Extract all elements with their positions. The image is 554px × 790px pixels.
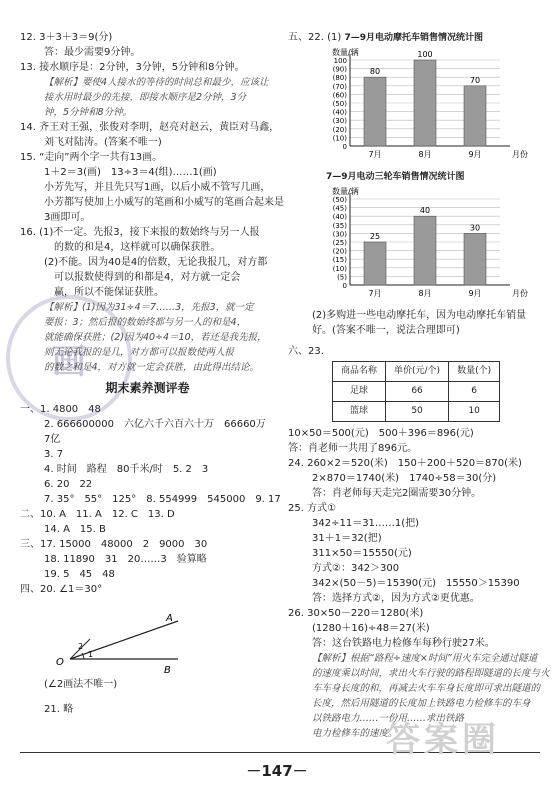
chart-tick-label: (30)	[332, 230, 347, 239]
answer-line: 19. 5 45 48	[44, 569, 115, 580]
angle-label-o: O	[56, 657, 64, 668]
chart-tick-label: (20)	[332, 247, 347, 256]
answer-line: 钟，5分钟和8分钟。	[44, 107, 133, 118]
answer-line: 2. 666600000 六亿六千六百六十万 66660万	[44, 419, 266, 430]
answer-line: 【解析】要使4人接水的等待的时间总和最少，应该让	[44, 77, 269, 88]
q22-label: 五、22. (1)	[288, 32, 342, 43]
answer-line: 二、10. A 11. A 12. C 13. D	[20, 509, 175, 520]
answer-line: 6. 20 22	[44, 479, 93, 490]
answer-line: 4. 时间 路程 80千米/时 5. 2 3	[44, 464, 209, 475]
q22-head	[288, 30, 538, 46]
answer-line: 就能确保获胜；(2)因为40÷4＝10，若还是我先报，	[44, 332, 267, 343]
answer-line: 答：肖老师每天走完2圈需要30分钟。	[312, 488, 482, 499]
answer-line: 电力检修车的速度。	[312, 728, 398, 739]
answer-line: 15. “走向”两个字一共有13画。	[20, 152, 163, 163]
chart-tick-label: (20)	[332, 125, 347, 134]
chart-category-label: 8月	[418, 150, 432, 159]
answer-line: 16. (1)不一定。先报3，接下来报的数始终与另一人报	[20, 227, 260, 238]
answer-line: 311×50＝15550(元)	[312, 548, 412, 559]
chart-tick-label: (15)	[332, 256, 347, 265]
chart-value-label: 25	[369, 232, 381, 241]
table-cell: 篮球	[333, 402, 386, 422]
chart-category-label: 9月	[468, 289, 482, 298]
chart-tick-label: (60)	[332, 91, 347, 100]
answer-line: 3画即可。	[44, 212, 91, 223]
angle-note: (∠2画法不唯一)	[44, 679, 118, 690]
answer-line: 25. 方式①	[288, 503, 337, 514]
table-cell: 10	[449, 402, 500, 422]
answer-line: 刘飞对陆涛。(答案不唯一)	[44, 137, 162, 148]
answer-line: 小芳先写，并且先只写1画，以后小威不管写几画，	[44, 182, 271, 193]
answer-line: 3. 7	[44, 449, 64, 460]
table-cell: 66	[386, 382, 449, 402]
answer-line: 方式②：342＞300	[312, 563, 400, 574]
answer-line: 答：肖老师一共用了896元。	[288, 443, 418, 454]
answer-line: 【解析】(1)因为31÷4＝7……3，先报3，就一定	[44, 302, 254, 313]
chart1-title: 7—9月电动摩托车销售情况统计图	[344, 33, 483, 43]
answer-line: 答：选择方式②，因为方式②更优惠。	[312, 593, 480, 604]
chart-ylabel: 数量/辆	[332, 48, 359, 57]
chart-tick-label: (40)	[332, 213, 347, 222]
answer-line: 一、1. 4800 48	[20, 404, 101, 415]
angle-label-b: B	[164, 665, 171, 676]
chart-tick-label: (10)	[332, 134, 347, 143]
table-header: 数量(个)	[449, 362, 500, 382]
table-cell: 50	[386, 402, 449, 422]
chart-bar	[464, 86, 486, 146]
chart-tick-label: (40)	[332, 108, 347, 117]
site-watermark: 答案圈	[386, 720, 500, 760]
answer-line: 342÷11＝31……1(把)	[312, 518, 420, 529]
angle-diagram	[50, 597, 190, 677]
table-header: 单价(元/个)	[386, 362, 449, 382]
answer-line: 7亿	[44, 434, 61, 445]
answer-line: 答：这台铁路电力检修车每秒行驶27米。	[312, 638, 495, 649]
chart-tick-label: (30)	[332, 117, 347, 126]
chart-category-label: 9月	[468, 150, 482, 159]
chart-tick-label: 0	[342, 282, 347, 290]
table-cell: 6	[449, 382, 500, 402]
table-header-row	[333, 362, 500, 382]
q23-head: 六、23.	[288, 346, 324, 357]
answer-line: 24. 260×2＝520(米) 150＋200＋520＝870(米)	[288, 458, 522, 469]
chart-tick-label: (70)	[332, 82, 347, 91]
chart-bar	[464, 233, 486, 285]
chart-category-label: 7月	[368, 289, 382, 298]
answer-line: 接水用时最少的先接，即接水顺序是2分钟，3分	[44, 92, 247, 103]
answer-line: 的速度乘以时间，求出火车行驶的路程即隧道的长度与火	[312, 668, 550, 679]
chart2-svg	[288, 185, 538, 303]
chart-value-label: 40	[419, 206, 431, 216]
answer-line: 车车身长度的和，再减去火车车身长度即可求出隧道的	[312, 683, 541, 694]
answer-line: 26. 30×50－220＝1280(米)	[288, 608, 424, 619]
chart-category-label: 7月	[368, 150, 382, 159]
exam-answer-lines	[20, 402, 281, 597]
chart-ylabel: 数量/辆	[332, 187, 359, 196]
answer-line: 13. 接水顺序是：2分钟，3分钟，5分钟和8分钟。	[20, 62, 245, 73]
chart-bar	[414, 60, 436, 146]
chart-bar	[364, 242, 386, 285]
answer-line: 的数之和是4，对方就一定会获胜，由此得出结论。	[44, 362, 260, 373]
answer-line: 14. 齐王对王强，张俊对李明，赵亮对赵云，黄臣对马鑫，	[20, 122, 280, 133]
page-number: －147－	[246, 762, 308, 780]
answer-line: 要报：3；然后报的数始终都与另一人的和是4，	[44, 317, 247, 328]
right-answer-lines	[288, 426, 550, 741]
chart-tick-label: 100	[333, 57, 347, 65]
chart-xlabel: 月份	[512, 289, 528, 298]
chart-value-label: 70	[469, 75, 481, 85]
answer-line: (1280＋16)÷48＝27(米)	[312, 623, 430, 634]
answer-line: 7. 35° 55° 125° 8. 554999 545000 9. 17	[44, 494, 281, 505]
goods-table	[332, 361, 500, 422]
chart-tick-label: (25)	[332, 239, 347, 247]
answer-line: 10×50＝500(元) 500＋396＝896(元)	[288, 428, 474, 439]
chart-category-label: 8月	[418, 289, 432, 298]
answer-line: 三、17. 15000 48000 2 9000 30	[20, 539, 208, 550]
answer-line: 则无论我报的是几，对方都可以报数使两人报	[44, 347, 235, 358]
q22-2-line2: 好。(答案不唯一，说法合理即可)	[312, 325, 460, 336]
chart-tick-label: (35)	[332, 221, 347, 230]
table-cell: 足球	[333, 382, 386, 402]
chart-value-label: 100	[417, 50, 433, 59]
answer-line: 可以报数使得到的和都是4，对方就一定会	[54, 272, 241, 283]
chart-value-label: 30	[469, 223, 481, 233]
chart2-title-row	[288, 169, 538, 185]
answer-line: (2)不能。因为40是4的倍数，无论我报几，对方都	[44, 257, 268, 268]
chart1-svg	[288, 46, 538, 164]
chart-tick-label: (50)	[332, 100, 347, 108]
answer-line: 答：最少需要9分钟。	[44, 47, 141, 58]
answer-line: 342×(50－5)＝15390(元) 15550＞15390	[312, 578, 520, 589]
answer-line: 14. A 15. B	[44, 524, 106, 535]
answer-line: 长度，然后用隧道的长度加上铁路电力检修车的车身	[312, 698, 531, 709]
answer-line: 31＋1＝32(把)	[312, 533, 382, 544]
answer-line: 2×870＝1740(米) 1740÷58＝30(分)	[312, 473, 497, 484]
section-title: 期末素养测评卷	[105, 381, 190, 395]
chart-tick-label: (90)	[332, 65, 347, 74]
answer-line: 赢，所以不能保证获胜。	[54, 287, 164, 298]
left-answer-lines	[20, 30, 284, 375]
answer-line: 【解析】根据“路程÷速度×时间”用火车完全通过隧道	[312, 653, 538, 664]
angle-label-1: 1	[88, 650, 94, 659]
right-column	[288, 30, 550, 741]
q22-2-line1: (2)多购进一些电动摩托车，因为电动摩托车销量	[312, 310, 527, 321]
chart-value-label: 80	[369, 67, 381, 77]
answer-line: 18. 11890 31 20……3 验算略	[44, 554, 207, 565]
table-header: 商品名称	[333, 362, 386, 382]
answer-line: 以铁路电力……一份用……求出铁路	[312, 713, 465, 724]
answer-line: 四、20. ∠1＝30°	[20, 584, 103, 595]
q21-answer: 21. 略	[44, 704, 74, 715]
angle-label-a: A	[166, 613, 173, 624]
answer-line: 1＋2＝3(画) 13÷3＝4(组)……1(画)	[44, 167, 217, 178]
table-row	[333, 402, 500, 422]
chart-tick-label: (45)	[332, 204, 347, 213]
answer-line: 12. 3＋3＋3＝9(分)	[20, 32, 113, 43]
table-row	[333, 382, 500, 402]
chart-tick-label: (50)	[332, 196, 347, 204]
chart2-title: 7—9月电动三轮车销售情况统计图	[326, 172, 465, 182]
chart-bar	[364, 77, 386, 146]
chart-xlabel: 月份	[512, 150, 528, 159]
stamp-text: 画	[52, 341, 86, 382]
angle-ray-oa	[70, 621, 178, 659]
chart-tick-label: (10)	[332, 264, 347, 273]
chart-tick-label: 0	[342, 143, 347, 151]
angle-label-2: 2	[78, 642, 84, 651]
chart-tick-label: (80)	[332, 74, 347, 83]
chart-tick-label: (5)	[337, 273, 347, 282]
chart-bar	[414, 216, 436, 285]
left-column	[20, 30, 284, 717]
answer-line: 的数的和是4，这样就可以确保获胜。	[54, 242, 221, 253]
answer-line: 小芳都写使加上小威写的笔画和小威写的笔画合起来是	[44, 197, 284, 208]
